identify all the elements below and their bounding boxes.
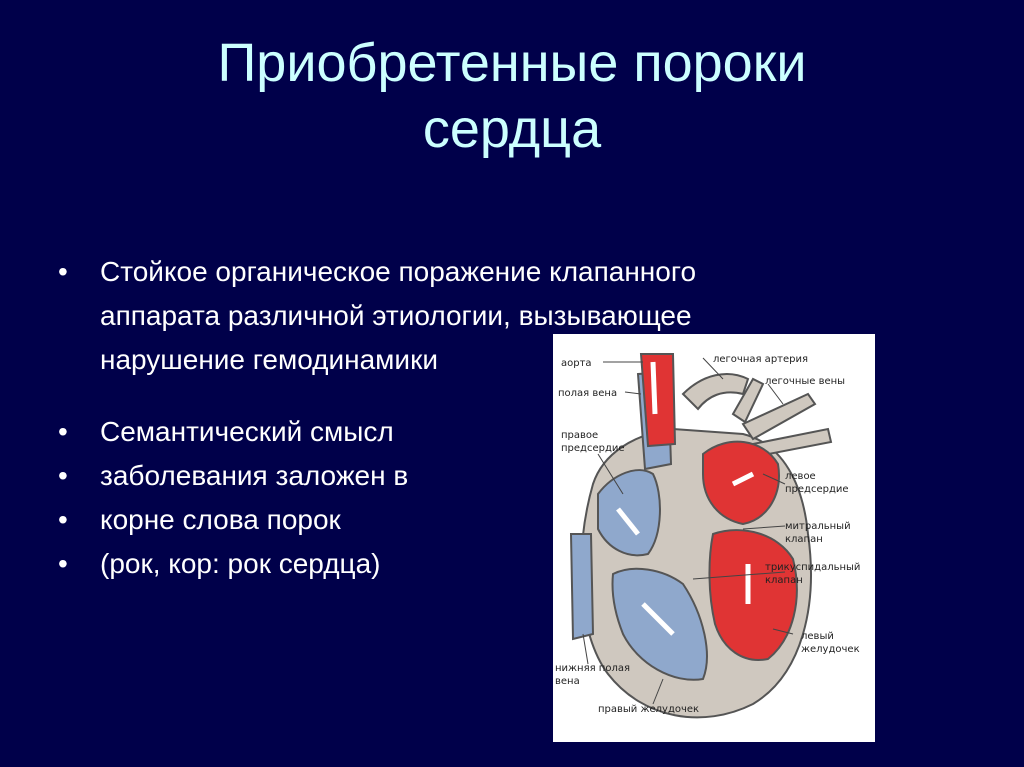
heart-diagram-svg (553, 334, 875, 742)
inferior-vena-cava-icon (571, 534, 593, 639)
label-right-atrium-1: правое (561, 430, 599, 441)
bullet-text: заболевания заложен в (100, 460, 409, 491)
bullet-text: Стойкое органическое поражение клапанного (100, 256, 697, 287)
label-tricuspid-2: клапан (765, 575, 803, 586)
slide-title-line-1: Приобретенные пороки (217, 33, 807, 93)
right-atrium-icon (598, 470, 660, 555)
label-left-ventricle-1: левый (801, 631, 834, 642)
label-tricuspid-1: трикуспидальный (765, 562, 861, 573)
slide-title-line-2: сердца (422, 99, 602, 159)
label-mitral-2: клапан (785, 534, 823, 545)
label-left-atrium-2: предсердие (785, 484, 849, 495)
heart-diagram (553, 334, 875, 742)
label-right-ventricle: правый желудочек (598, 704, 700, 715)
bullet-marker: • (58, 416, 68, 447)
label-left-atrium-1: левое (785, 471, 816, 482)
bullet-text: Семантический смысл (100, 416, 394, 447)
bullet-text: (рок, кор: рок сердца) (100, 548, 381, 579)
label-aorta: аорта (561, 358, 592, 369)
label-vena-cava: полая вена (558, 388, 618, 399)
label-pulmonary-veins: легочные вены (765, 376, 846, 387)
label-inferior-vena-2: вена (555, 676, 580, 687)
bullet-item (58, 250, 858, 294)
bullet-text: корне слова порок (100, 504, 341, 535)
label-pulmonary-artery: легочная артерия (713, 354, 808, 365)
label-right-atrium-2: предсердие (561, 443, 625, 454)
label-left-ventricle-2: желудочек (801, 644, 860, 655)
left-ventricle-icon (709, 530, 796, 660)
bullet-marker: • (58, 256, 68, 287)
label-inferior-vena-1: нижняя полая (555, 663, 630, 674)
label-mitral-1: митральный (785, 521, 851, 532)
bullet-marker: • (58, 460, 68, 491)
bullet-marker: • (58, 548, 68, 579)
bullet-text: аппарата различной этиологии, вызывающее (100, 300, 692, 331)
flow-arrow-icon (653, 362, 655, 414)
bullet-marker: • (58, 504, 68, 535)
bullet-continuation (58, 294, 858, 338)
aorta-icon (641, 354, 675, 446)
slide-title (0, 30, 1024, 162)
bullet-text: нарушение гемодинамики (100, 344, 438, 375)
